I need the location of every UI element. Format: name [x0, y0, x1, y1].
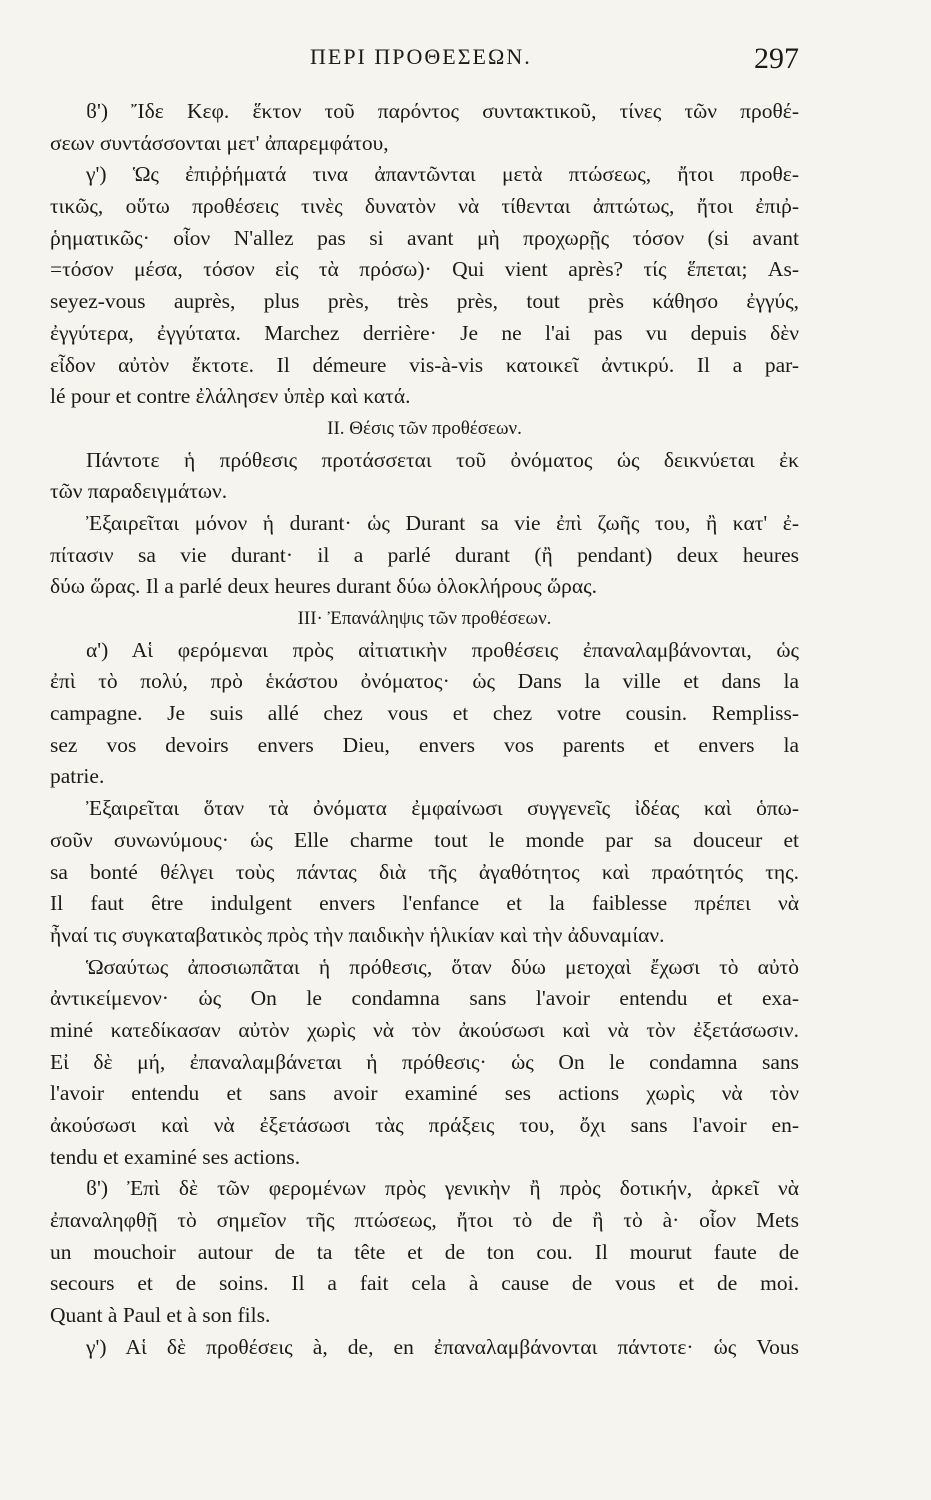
text-line: ῥηματικῶς· οἷον N'allez pas si avant μὴ προχωρῇς τόσον (si avant	[50, 225, 799, 250]
text-line: campagne. Je suis allé chez vous et chez votre cousin. Rempliss-	[50, 701, 799, 726]
section-heading: II. Θέσις τῶν προθέσεων.	[327, 417, 522, 439]
text-line: =τόσον μέσα, τόσον εἰς τὰ πρόσω)· Qui vient après? τίς ἕπεται; As-	[50, 257, 799, 282]
text-line: seyez-vous auprès, plus près, très près, tout près κάθησο ἐγγύς,	[50, 289, 799, 314]
text-line: Πάντοτε ἡ πρόθεσις προτάσσεται τοῦ ὀνόματος ὡς δεικνύεται ἐκ	[86, 447, 799, 472]
text-line: tendu et examiné ses actions.	[50, 1144, 301, 1169]
text-line: δύω ὥρας. Il a parlé deux heures durant δύω ὁλοκλήρους ὥρας.	[50, 574, 598, 599]
text-line: ἀντικείμενον· ὡς On le condamna sans l'avoir entendu et exa-	[50, 986, 799, 1011]
text-line: ἦναί τις συγκαταβατικὸς πρὸς τὴν παιδικὴν ἡλικίαν καὶ τὴν ἀδυναμίαν.	[50, 922, 665, 947]
text-line: un mouchoir autour de ta tête et de ton cou. Il mourut faute de	[50, 1239, 799, 1264]
section-heading: III· Ἐπανάληψις τῶν προθέσεων.	[297, 608, 552, 629]
text-line: σεων συντάσσονται μετ' ἀπαρεμφάτου,	[50, 130, 389, 155]
text-line: Εἰ δὲ μή, ἐπαναλαμβάνεται ἡ πρόθεσις· ὡς On le condamna sans	[50, 1049, 799, 1074]
text-line: ἐπαναληφθῇ τὸ σημεῖον τῆς πτώσεως, ἤτοι τὸ de ἢ τὸ à· οἷον Mets	[50, 1208, 799, 1233]
text-line: εἶδον αὐτὸν ἔκτοτε. Il démeure vis-à-vis κατοικεῖ ἀντικρύ. Il a par-	[50, 352, 799, 377]
page-number: 297	[754, 42, 799, 75]
text-line: Il faut être indulgent envers l'enfance et la faiblesse πρέπει νὰ	[50, 891, 799, 916]
page-header	[50, 44, 799, 80]
text-line: Quant à Paul et à son fils.	[50, 1303, 271, 1328]
text-line: miné κατεδίκασαν αὐτὸν χωρὶς νὰ τὸν ἀκούσωσι καὶ νὰ τὸν ἐξετάσωσιν.	[50, 1017, 799, 1042]
running-head: ΠΕΡΙ ΠΡΟΘΕΣΕΩΝ.	[310, 44, 532, 69]
text-line: σοῦν συνωνύμους· ὡς Elle charme tout le monde par sa douceur et	[50, 827, 799, 852]
text-line: Ἐξαιρεῖται μόνον ἡ durant· ὡς Durant sa vie ἐπὶ ζωῆς του, ἢ κατ' ἐ-	[86, 510, 799, 535]
text-line: l'avoir entendu et sans avoir examiné ses actions χωρὶς νὰ τὸν	[50, 1081, 799, 1106]
text-line: ἀκούσωσι καὶ νὰ ἐξετάσωσι τὰς πράξεις του, ὄχι sans l'avoir en-	[50, 1113, 799, 1137]
text-line: α') Αἱ φερόμεναι πρὸς αἰτιατικὴν προθέσεις ἐπαναλαμβάνονται, ὡς	[86, 637, 799, 662]
text-line: sa bonté θέλγει τοὺς πάντας διὰ τῆς ἀγαθότητος καὶ πραότητός της.	[50, 859, 799, 884]
text-line: πίτασιν sa vie durant· il a parlé durant (ἢ pendant) deux heures	[50, 542, 799, 567]
text-line: γ') Αἱ δὲ προθέσεις à, de, en ἐπαναλαμβάνονται πάντοτε· ὡς Vous	[86, 1334, 799, 1359]
text-line: τῶν παραδειγμάτων.	[50, 479, 228, 504]
text-line: sez vos devoirs envers Dieu, envers vos parents et envers la	[50, 732, 799, 757]
text-line: lé pour et contre ἐλάλησεν ὑπὲρ καὶ κατά.	[50, 384, 411, 409]
text-line: ϐ') Ἐπὶ δὲ τῶν φερομένων πρὸς γενικὴν ἢ πρὸς δοτικήν, ἀρκεῖ νὰ	[86, 1176, 799, 1201]
text-line: Ὡσαύτως ἀποσιωπᾶται ἡ πρόθεσις, ὅταν δύω μετοχαὶ ἔχωσι τὸ αὐτὸ	[86, 954, 799, 979]
text-line: γ') Ὡς ἐπιῤῥήματά τινα ἀπαντῶνται μετὰ πτώσεως, ἤτοι προθε-	[86, 162, 799, 187]
text-line: ἐπὶ τὸ πολύ, πρὸ ἑκάστου ὀνόματος· ὡς Dans la ville et dans la	[50, 669, 799, 694]
text-line: ἐγγύτερα, ἐγγύτατα. Marchez derrière· Je ne l'ai pas vu depuis δὲν	[50, 320, 799, 345]
page-body	[50, 96, 799, 1364]
text-line: Ἐξαιρεῖται ὅταν τὰ ὀνόματα ἐμφαίνωσι συγγενεῖς ἰδέας καὶ ὁπω-	[86, 796, 799, 821]
text-line: τικῶς, οὕτω προθέσεις τινὲς δυνατὸν νὰ τίθενται ἀπτώτως, ἤτοι ἐπιῤ-	[50, 194, 799, 219]
text-line: patrie.	[50, 764, 105, 789]
text-line: ϐ') Ἴδε Κεφ. ἕκτον τοῦ παρόντος συντακτικοῦ, τίνες τῶν προθέ-	[86, 99, 799, 123]
text-line: secours et de soins. Il a fait cela à cause de vous et de moi.	[50, 1271, 799, 1296]
